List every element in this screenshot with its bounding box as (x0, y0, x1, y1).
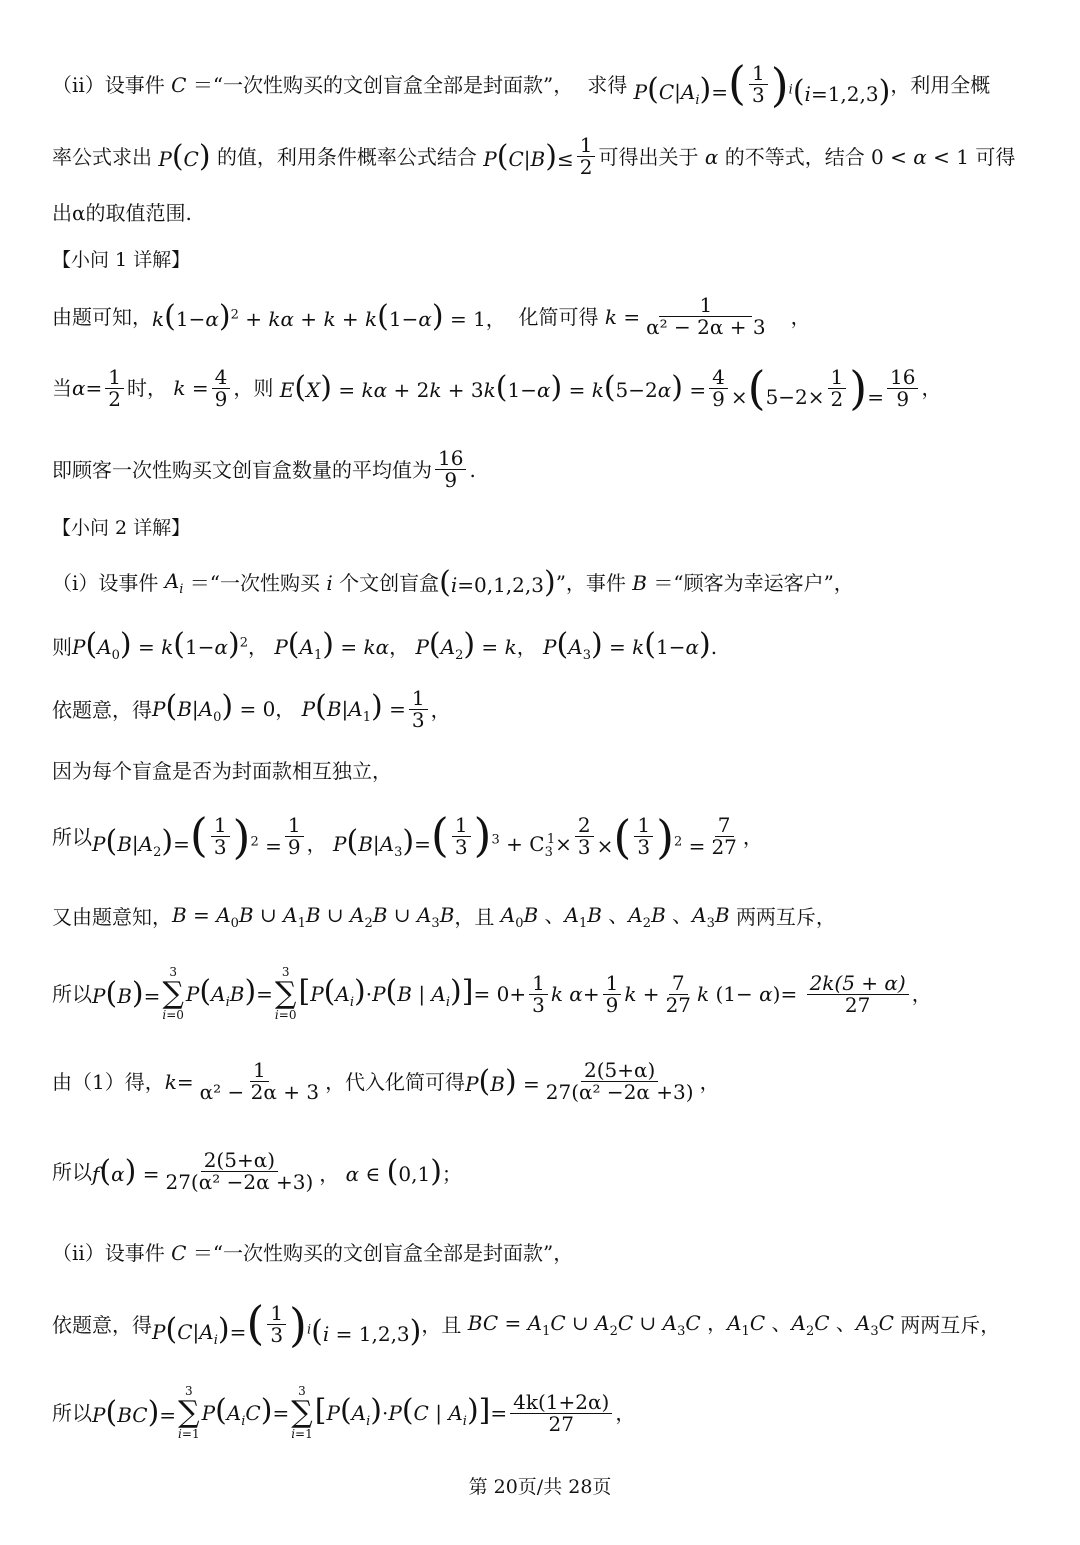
text: ＝“一次性购买 (189, 571, 320, 596)
text: ，则 (233, 376, 274, 400)
fraction: $\frac{1}{3}$ (211, 815, 230, 858)
text: 时， (127, 376, 168, 400)
text: 因为每个盲盒是否为封面款相互独立， (52, 759, 392, 783)
line-s3: 即顾客一次性购买文创盲盒数量的平均值为 $\frac{16}{9}$ . (52, 446, 476, 492)
text: 依题意，得 (52, 1312, 152, 1337)
summation: 3 ∑ i=1 (178, 1384, 200, 1442)
text: ，代入化简可得 (325, 1069, 466, 1094)
text: 依题意，得 (52, 697, 152, 722)
heading-text: 【小问 2 详解】 (52, 517, 191, 539)
fraction: $\frac{2k(5 + \alpha)}{27}$ (807, 973, 909, 1016)
fraction: $\frac{1}{\text{α² − 2α + 3}}$ (646, 293, 766, 339)
fraction: $\frac{7}{27}$ (711, 813, 737, 860)
line-s2: 当 α = $\frac{1}{2}$ 时， k = $\frac{4}{9}$ ，则 E(X) = kα + 2k + 3k(1−α) = k(5−2α) = $\frac{4}{9}$ ×(5−2× $\frac{1}{2}$ )= $\frac{16}{9}$ ， (52, 361, 942, 415)
text: ＝“一次性购买的文创盲盒全部是封面款”， (192, 1241, 574, 1265)
text: ”，事件 (555, 571, 626, 596)
text: 求得 (587, 72, 628, 97)
line-u2: 依题意，得 $P(C|A_i)=$( $\frac{1}{3}$ )$^i$(i = 1,2,3) ，且 BC = $A_1C$ ∪ $A_2C$ ∪ $A_3C$ ，$A_1C$ 、$A_2C$ 、$A_3C$ 两两互斥， (52, 1296, 1001, 1352)
line-t2: 则 $P(A_0) = k(1-\alpha)^2$， $P(A_1) = k\alpha$， $P(A_2) = k$， $P(A_3) = k(1-\alpha)$. (52, 627, 718, 663)
line-t4 (52, 758, 1042, 784)
line-3 (52, 200, 1042, 226)
fraction: $\frac{1}{3}$ (634, 815, 653, 858)
fraction: $\frac{1}{2}$ (577, 135, 596, 178)
line-t1: （i）设事件 $A_i$ ＝“一次性购买 i 个文创盲盒 (i=0,1,2,3) ”，事件 B ＝“顾客为幸运客户”， (52, 565, 854, 601)
text: ＝“顾客为幸运客户”， (653, 571, 854, 596)
fraction: $\frac{1}{3}$ (749, 63, 768, 106)
text: 可得 (975, 144, 1016, 169)
text: 的值，利用条件概率公式结合 (216, 144, 477, 169)
fraction: $\frac{16}{9}$ (435, 448, 466, 491)
line-2: 率公式求出 P(C) 的值，利用条件概率公式结合 P(C|B)≤ $\frac{1}{2}$ 可得出关于 α 的不等式，结合 0 < α < 1 可得 (52, 133, 1016, 179)
fraction: $\frac{1}{3}$ (267, 1303, 286, 1346)
text: （i）设事件 (52, 571, 159, 596)
text: 出α的取值范围. (52, 201, 192, 225)
text: 化简可得 (518, 304, 599, 329)
fraction: $\frac{1}{9}$ (603, 973, 622, 1016)
text: 则 (52, 635, 72, 660)
text: 所以 (52, 1401, 92, 1426)
text: 即顾客一次性购买文创盲盒数量的平均值为 (52, 457, 432, 482)
text: （ii）设事件 (52, 72, 165, 97)
text: 个文创盲盒 (339, 571, 440, 596)
line-u1: （ii）设事件 C ＝“一次性购买的文创盲盒全部是封面款”， (52, 1241, 574, 1265)
heading-part-2 (52, 516, 1042, 541)
fraction: $\frac{16}{9}$ (887, 367, 918, 410)
line-t8: 由（1）得， k = $\frac{1}{\text{α² − 2α + 3}}$ ，代入化简可得 P(B) = $\frac{2(5+\alpha)}{\text{27(α² −2α +3)}}$ ， (52, 1058, 720, 1104)
text: 所以 (52, 982, 92, 1007)
fraction: $\frac{1}{2}$ (105, 367, 124, 410)
line-s1: 由题可知， $k(1-\alpha)^2 + k\alpha + k + k(1-\alpha) = 1$， 化简可得 k = $\frac{1}{\text{α² − 2α + 3}}$ ， (52, 293, 811, 339)
fraction: $\frac{2(5+\alpha)}{\text{27(α² −2α +3)}}$ (165, 1148, 314, 1194)
text: 所以 (52, 824, 92, 849)
fraction: $\frac{1}{3}$ (452, 815, 471, 858)
heading-text: 【小问 1 详解】 (52, 249, 191, 271)
text: ，利用全概 (890, 72, 991, 97)
fraction: $\frac{4}{9}$ (212, 367, 231, 410)
text: 由题可知， (52, 304, 152, 329)
fraction: $\frac{4k(1+2\alpha)}{27}$ (510, 1392, 612, 1435)
line-t7: 所以 P(B)= 3 ∑ i=0 $P(A_iB)=$ 3 ∑ i=0 [$P(A_i)\cdot P(B$ | $A_i)]= 0+$ $\frac{1}{3}$ k α+ $\frac{1}{9}$ k + $\frac{7}{27}$ k (1− α)= $\frac{2k(5 + \alpha)}{27}$ ， (52, 965, 932, 1023)
line-t9: 所以 f(α) = $\frac{2(5+\alpha)}{\text{27(α² −2α +3)}}$ ， α ∈ (0,1)； (52, 1148, 462, 1194)
fraction: $\frac{7}{27}$ (665, 970, 692, 1017)
line-t3: 依题意，得 $P(B|A_0) = 0$， $P(B|A_1)$ = $\frac{1}{3}$ ， (52, 686, 451, 732)
text: 所以 (52, 1159, 92, 1184)
fraction: $\frac{1}{3}$ (529, 973, 548, 1016)
text: （ii）设事件 (52, 1241, 165, 1265)
text: 由（1）得， (52, 1069, 165, 1094)
fraction: $\frac{1}{\text{α² − 2α + 3}}$ (199, 1058, 320, 1104)
summation: 3 ∑ i=0 (274, 965, 297, 1023)
text: ＝“一次性购买的文创盲盒全部是封面款”， (192, 72, 574, 97)
text: 率公式求出 (52, 144, 152, 169)
text: 又由题意知， (52, 905, 172, 930)
line-t5: 所以 $P(B|A_2)=$( $\frac{1}{3}$ )$^2$ = $\frac{1}{9}$ ， $P(B|A_3)=$( $\frac{1}{3}$ )$^3 + C_3^1\times$ $\frac{2}{3}$ ×( $\frac{1}{3}$ )$^2$ = $\frac{7}{27}$ ， (52, 808, 763, 864)
fraction: $\frac{1}{3}$ (409, 688, 428, 731)
fraction: $\frac{1}{9}$ (285, 815, 304, 858)
line-1: （ii）设事件 C ＝“一次性购买的文创盲盒全部是封面款”， 求得 $P(C|A_i)=$( $\frac{1}{3}$ )$^i$(i=1,2,3) ，利用全概 (52, 56, 991, 112)
fraction: $\frac{2}{3}$ (575, 815, 594, 858)
text: ，且 (421, 1312, 462, 1337)
summation: 3 ∑ i=0 (162, 965, 184, 1023)
text: 可得出关于 (598, 144, 699, 169)
text: 当 (52, 376, 72, 400)
line-t6: 又由题意知， $B = A_0B$ ∪ $A_1B$ ∪ $A_2B$ ∪ $A_3B$ ，且 $A_0B$ 、$A_1B$ 、$A_2B$ 、$A_3B$ 两两互斥， (52, 903, 836, 931)
fraction: $\frac{2(5+\alpha)}{\text{27(α² −2α +3)}}$ (545, 1058, 694, 1104)
text: 两两互斥， (735, 905, 836, 930)
heading-part-1 (52, 248, 1042, 273)
text: 的不等式，结合 (724, 144, 865, 169)
summation: 3 ∑ i=1 (291, 1384, 313, 1442)
line-u3: 所以 P(BC)= 3 ∑ i=1 $P(A_iC)=$ 3 ∑ i=1 [$P(A_i)\cdot P(C$ | $A_i)]=$ $\frac{4k(1+2\alpha)}{27}$ ， (52, 1384, 636, 1442)
page-footer: 第 20页/共 28页 (468, 1476, 612, 1498)
fraction: $\frac{1}{2}$ (828, 367, 847, 410)
fraction: $\frac{4}{9}$ (709, 367, 728, 410)
text: 两两互斥， (900, 1312, 1001, 1337)
text: ，且 (454, 905, 495, 930)
